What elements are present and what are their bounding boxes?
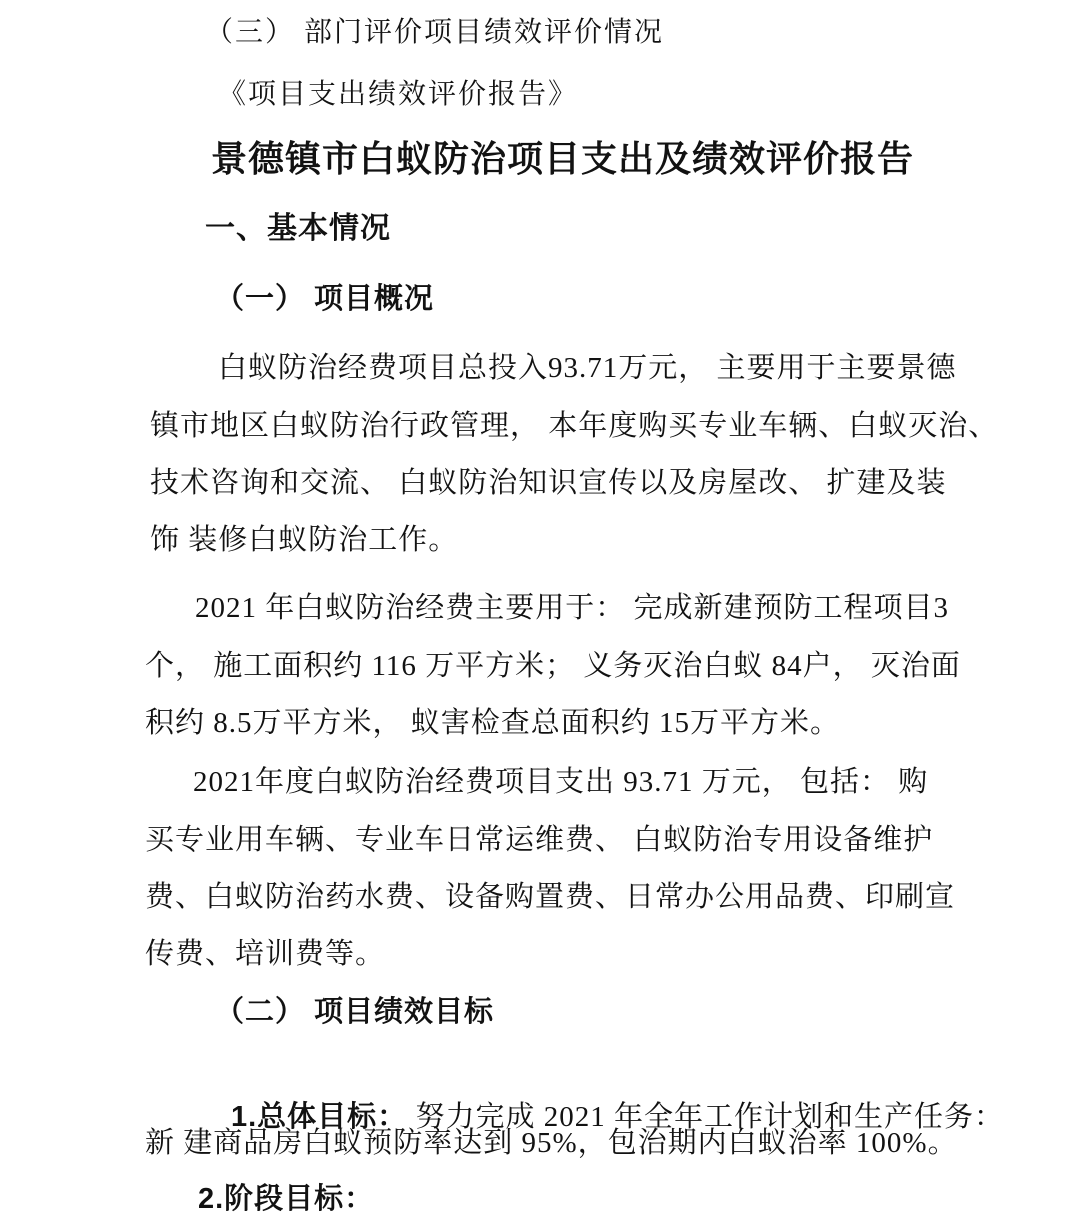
report-subtitle-line: 《项目支出绩效评价报告》 [218, 79, 579, 110]
para3-line3: 费、白蚁防治药水费、设备购置费、日常办公用品费、印刷宣 [145, 881, 956, 913]
para2-line3: 积约 8.5万平方米， 蚁害检查总面积约 15万平方米。 [145, 707, 841, 739]
goal1-text: 努力完成 2021 年全年工作计划和生产任务： [407, 1101, 1004, 1133]
para1-line4: 饰 装修白蚁防治工作。 [150, 524, 459, 556]
section3-header-line: （三） 部门评价项目绩效评价情况 [205, 17, 665, 48]
para3-line2: 买专业用车辆、专业车日常运维费、 白蚁防治专用设备维护 [145, 824, 934, 856]
report-title: 景德镇市白蚁防治项目支出及绩效评价报告 [211, 138, 915, 179]
subsection-heading-project-overview: （一） 项目概况 [215, 283, 435, 315]
para3-line4: 传费、培训费等。 [145, 938, 386, 970]
subsection-heading-performance-goals: （二） 项目绩效目标 [215, 996, 495, 1028]
para1-line1: 白蚁防治经费项目总投入93.71万元， 主要用于主要景德 [218, 352, 957, 384]
goal1-line2: 新 建商品房白蚁预防率达到 95%，包治期内白蚁治率 100%。 [145, 1127, 958, 1159]
para2-line2: 个， 施工面积约 116 万平方米； 义务灭治白蚁 84户， 灭治面 [145, 650, 961, 682]
para1-line3: 技术咨询和交流、 白蚁防治知识宣传以及房屋改、 扩建及装 [150, 467, 947, 499]
para2-line1: 2021 年白蚁防治经费主要用于： 完成新建预防工程项目3 [195, 592, 950, 624]
section-heading-basic-info: 一、基本情况 [205, 212, 391, 245]
goal2-label: 2.阶段目标： [198, 1183, 375, 1215]
goal1-label: 1.总体目标： [231, 1101, 408, 1133]
para1-line2: 镇市地区白蚁防治行政管理， 本年度购买专业车辆、白蚁灭治、 [150, 410, 999, 442]
para3-line1: 2021年度白蚁防治经费项目支出 93.71 万元， 包括： 购 [193, 766, 929, 798]
